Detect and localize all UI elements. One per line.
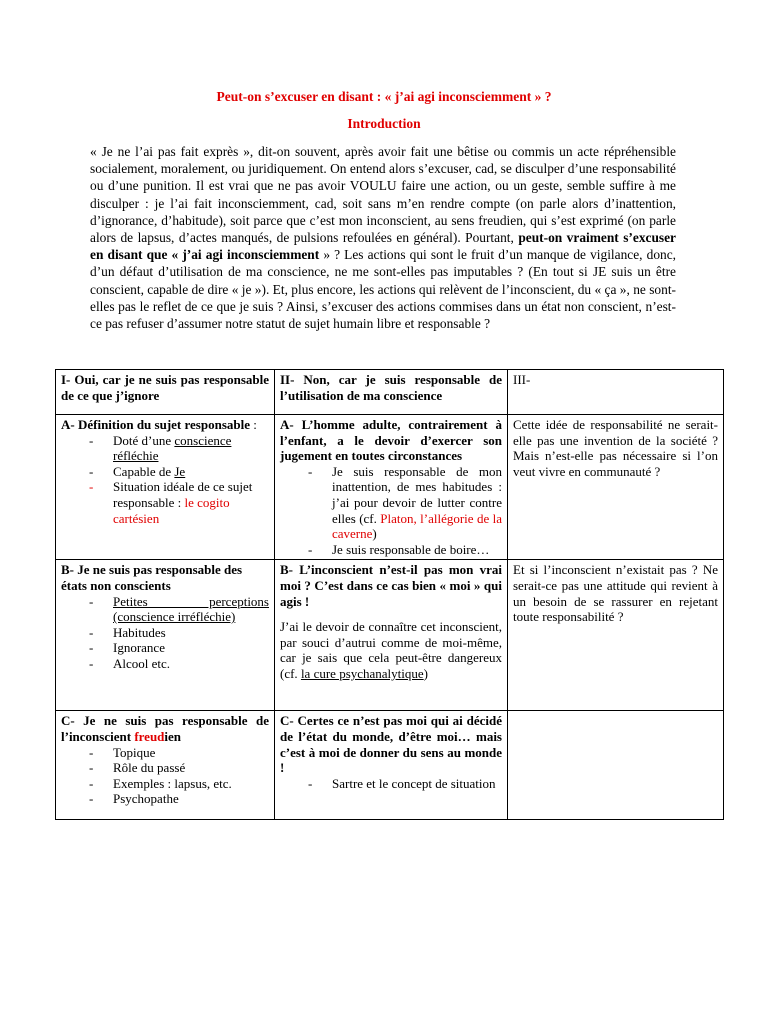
- table-row-a: [56, 415, 724, 560]
- cell-1b: [56, 560, 275, 711]
- list-item-text: Doté d’une: [113, 432, 175, 448]
- list-item: - Psychopathe: [113, 791, 269, 807]
- list-item: - Rôle du passé: [113, 760, 269, 776]
- list-item: - Exemples : lapsus, etc.: [113, 776, 269, 792]
- list-item-text: Je suis responsable de mon inattention, de mes habitudes : j’ai pour devoir de lutter contre elles (cf.: [332, 463, 502, 526]
- header-part-1: I- Oui, car je ne suis pas responsable de ce que j’ignore: [56, 370, 275, 415]
- intro-text-problem: peut-on vraiment s’excuser en disant que « j’ai agi inconsciemment: [90, 230, 676, 263]
- cell-3b: Et si l’inconscient n’existait pas ? Ne serait-ce pas une attitude qui revient à un besoin de se rassurer en rejetant toute responsabilité ?: [508, 560, 724, 711]
- list-item-text: Je suis responsable de boire…: [332, 541, 490, 557]
- list-item-text: Situation idéale de ce sujet responsable :: [113, 479, 253, 510]
- cell-1a: [56, 415, 275, 560]
- list-item-underlined: Je: [174, 463, 186, 479]
- cell-2a: [275, 415, 508, 560]
- cell-3c: [508, 711, 724, 820]
- cell-2a-heading: A- L’homme adulte, contrairement à l’enfant, a le devoir d’exercer son jugement en toutes circonstances: [280, 417, 502, 464]
- cell-1a-list: [61, 433, 269, 527]
- plan-table: [55, 369, 724, 820]
- document-title: Peut-on s’excuser en disant : « j’ai agi inconsciemment » ?: [216, 89, 552, 104]
- cell-1a-colon: :: [250, 417, 257, 432]
- table-row-b: [56, 560, 724, 711]
- cell-2c-heading: C- Certes ce n’est pas moi qui ai décidé de l’état du monde, d’être moi… mais c’est à moi de donner du sens au monde !: [280, 713, 502, 776]
- cell-1b-list: [61, 594, 269, 672]
- cell-1c-heading-red: freud: [134, 728, 165, 744]
- cell-1c-heading-text: ien: [164, 728, 182, 744]
- list-item-text: Capable de: [113, 463, 175, 479]
- cell-2b: [275, 560, 508, 711]
- cell-1c-heading-text: C- Je ne suis pas responsable de l’inconscient: [61, 713, 269, 744]
- list-item-underlined: Petites perceptions: [113, 593, 269, 609]
- table-header-row: [56, 370, 724, 415]
- cell-1a-heading: A- Définition du sujet responsable: [61, 417, 251, 432]
- list-item-red: le cogito cartésien: [113, 494, 230, 526]
- list-item-text: ): [372, 526, 377, 542]
- intro-text-part2: » ? Les actions qui sont le fruit d’un manque de vigilance, donc, d’un défaut d’utilisation de ma conscience, ne me sont-elles pas imputables ? (En tout si JE suis un être conscient, capable de dire « je »). Et, plus encore, les actions qui relèvent de l’inconscient, du « ça », ne sont-elles pas le reflet de ce que je suis ? Ainsi, s’excuser des actions commises dans un état non conscient, n’est-ce pas refuser d’assumer notre statut de sujet humain libre et responsable ?: [90, 247, 677, 332]
- cell-2b-body: [280, 619, 502, 681]
- list-item: [113, 464, 269, 480]
- list-item: [332, 464, 502, 542]
- cell-3a: Cette idée de responsabilité ne serait-elle pas une invention de la société ? Mais n’est-elle pas nécessaire si l’on veut vivre en communauté ?: [508, 415, 724, 560]
- cell-2b-text: J’ai le devoir de connaître cet inconscient, par souci d’autrui comme de moi-même, car je sais que cela peut-être dangereux (cf.: [280, 619, 502, 681]
- list-item-underlined: (conscience irréfléchie): [113, 609, 236, 625]
- cell-1c-heading: [61, 713, 269, 744]
- cell-2c: [275, 711, 508, 820]
- intro-text-part1: « Je ne l’ai pas fait exprès », dit-on souvent, après avoir fait une bêtise ou commis un acte répréhensible socialement, moralement, ou juridiquement. On entend alors s’excuser, cad, se disculper d’une responsabilité ou d’une punition. Il est vrai que ne pas avoir VOULU faire une action, ou un geste, semble suffire à me disculper : je l’ai fait inconsciemment, cad, soit sans m’en rendre compte (on parle alors d’inattention, d’ignorance, d’habitude), soit parce que c’est mon inconscient, au sens freudien, qui s’est exprimé (on parle alors de lapsus, d’actes manqués, de pulsions refoulées en général). Pourtant,: [90, 144, 676, 246]
- list-item: - Topique: [113, 745, 269, 761]
- list-item: - Sartre et le concept de situation: [332, 776, 502, 792]
- section-heading-introduction: Introduction: [347, 116, 421, 131]
- cell-2b-text: ): [423, 665, 429, 681]
- list-item: - Ignorance: [113, 640, 269, 656]
- cell-2c-list: [280, 776, 502, 792]
- list-item-underlined: conscience réfléchie: [113, 432, 232, 464]
- cell-2b-underlined: la cure psychanalytique: [300, 665, 424, 681]
- list-item: - Habitudes: [113, 625, 269, 641]
- header-part-3: III-: [508, 370, 724, 415]
- list-item: [113, 433, 269, 464]
- cell-2b-heading: B- L’inconscient n’est-il pas mon vrai moi ? C’est dans ce cas bien « moi » qui agis !: [280, 562, 502, 609]
- cell-2a-list: [280, 464, 502, 558]
- cell-1c-list: [61, 745, 269, 807]
- table-row-c: [56, 711, 724, 820]
- list-item: - Alcool etc.: [113, 656, 269, 672]
- header-part-2: II- Non, car je suis responsable de l’utilisation de ma conscience: [275, 370, 508, 415]
- cell-1c: [56, 711, 275, 820]
- list-item: [332, 542, 502, 558]
- introduction-paragraph: [90, 143, 676, 332]
- list-item: [113, 594, 269, 625]
- list-item-red: Platon, l’allégorie de la caverne: [332, 510, 502, 542]
- list-item: [113, 479, 269, 526]
- cell-1b-heading: B- Je ne suis pas responsable des états non conscients: [61, 562, 243, 593]
